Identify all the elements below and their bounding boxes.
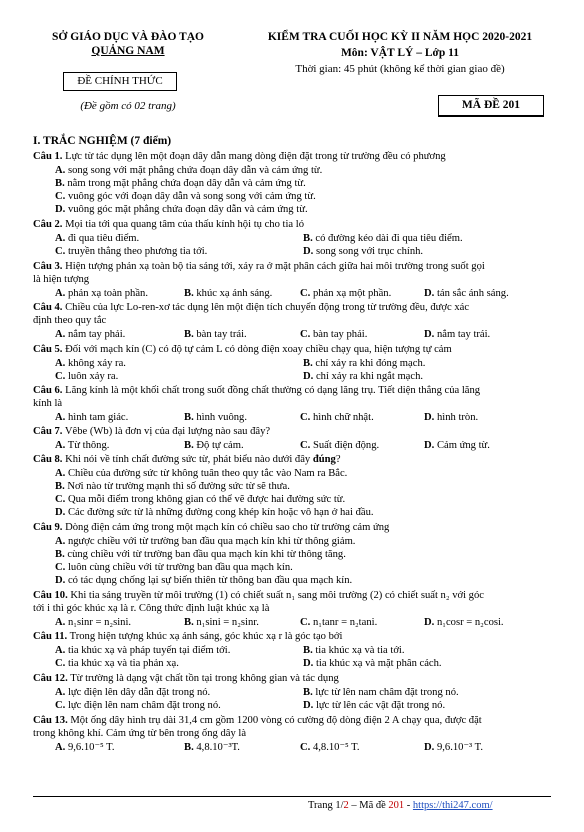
question-number: Câu 10. xyxy=(33,590,68,601)
option-letter: D. xyxy=(424,617,435,628)
option-letter: A. xyxy=(55,165,66,176)
pages-note: (Đề gồm có 02 trang) xyxy=(80,100,176,112)
answer-option: D. nắm tay trái. xyxy=(424,329,491,340)
option-letter: D. xyxy=(424,440,435,451)
question-number: Câu 6. xyxy=(33,385,63,396)
question-text: Lực từ tác dụng lên một đoạn dây dẫn mang dòng điện đặt trong từ trường đều có phương xyxy=(65,151,446,162)
answer-option: A. hình tam giác. xyxy=(55,412,129,423)
question-emphasis: đúng xyxy=(312,454,336,465)
option-letter: D. xyxy=(424,329,435,340)
footer-rule xyxy=(33,796,551,797)
option-letter: C. xyxy=(55,658,66,669)
option-letter: C. xyxy=(300,288,311,299)
question-number: Câu 13. xyxy=(33,715,68,726)
subject-line: Môn: VẬT LÝ – Lớp 11 xyxy=(340,47,460,59)
question-stem xyxy=(33,425,553,438)
option-letter: A. xyxy=(55,288,66,299)
answer-option: A. lực điện lên dây dẫn đặt trong nó. xyxy=(55,687,211,698)
question-number: Câu 2. xyxy=(33,219,63,230)
question-text-cont: trong không khí. Cảm ứng từ bên trong ống dây là xyxy=(33,728,247,739)
answer-option: C. luôn cùng chiều với từ trường ban đầu qua mạch kín. xyxy=(55,562,293,573)
answer-option: C. n₁tanr = n₂tani. xyxy=(300,617,378,628)
option-letter: D. xyxy=(303,658,314,669)
option-letter: A. xyxy=(55,742,66,753)
answer-option: D. Cảm ứng từ. xyxy=(424,440,490,451)
answer-option: C. phản xạ một phần. xyxy=(300,288,392,299)
question-stem xyxy=(33,453,553,466)
question-number: Câu 5. xyxy=(33,344,63,355)
question-text: Mọi tia tới qua quang tâm của thấu kính hội tụ cho tia ló xyxy=(65,219,305,230)
answer-option: C. luôn xảy ra. xyxy=(55,371,119,382)
answer-option: B. có đường kéo dài đi qua tiêu điểm. xyxy=(303,233,463,244)
answer-option: B. khúc xạ ánh sáng. xyxy=(184,288,273,299)
answer-option: B. hình vuông. xyxy=(184,412,247,423)
answer-option: D. tán sắc ánh sáng. xyxy=(424,288,509,299)
question-text-cont: định theo quy tắc xyxy=(33,315,107,326)
answer-option: A. tia khúc xạ và pháp tuyến tại điểm tới. xyxy=(55,645,231,656)
section-title: I. TRẮC NGHIỆM (7 điểm) xyxy=(33,135,172,147)
answer-option: C. Suất điện động. xyxy=(300,440,380,451)
answer-option: B. n₁sini = n₂sinr. xyxy=(184,617,259,628)
question-number: Câu 12. xyxy=(33,673,68,684)
answer-option: C. lực điện lên nam châm đặt trong nó. xyxy=(55,700,221,711)
option-letter: B. xyxy=(184,329,194,340)
option-letter: A. xyxy=(55,617,66,628)
question-stem xyxy=(33,589,553,615)
question-stem xyxy=(33,301,553,327)
question-number: Câu 3. xyxy=(33,261,63,272)
option-letter: A. xyxy=(55,329,66,340)
option-letter: B. xyxy=(184,412,194,423)
question-stem xyxy=(33,672,553,685)
answer-option: A. song song với mặt phẳng chứa đoạn dây dẫn và cảm ứng từ. xyxy=(55,165,323,176)
answer-option: D. n₁cosr = n₂cosi. xyxy=(424,617,504,628)
answer-option: B. chỉ xảy ra khi đóng mạch. xyxy=(303,358,426,369)
answer-option: A. Chiều của đường sức từ không tuân theo quy tắc vào Nam ra Bắc. xyxy=(55,468,348,479)
option-letter: B. xyxy=(55,549,65,560)
option-letter: C. xyxy=(300,412,311,423)
option-letter: B. xyxy=(303,645,313,656)
question-stem xyxy=(33,714,553,740)
question-text-cont: là hiện tượng xyxy=(33,274,90,285)
option-letter: C. xyxy=(55,562,66,573)
option-letter: D. xyxy=(55,204,66,215)
answer-option: B. Độ tự cảm. xyxy=(184,440,244,451)
option-letter: C. xyxy=(55,246,66,257)
answer-option: D. Các đường sức từ là những đường cong khép kín hoặc vô hạn ở hai đầu. xyxy=(55,507,374,518)
answer-option: A. Từ thông. xyxy=(55,440,110,451)
question-text: Trong hiện tượng khúc xạ ánh sáng, góc khúc xạ r là góc tạo bởi xyxy=(69,631,343,642)
option-letter: A. xyxy=(55,645,66,656)
question-stem xyxy=(33,218,553,231)
answer-option: B. lực từ lên nam châm đặt trong nó. xyxy=(303,687,459,698)
question-number: Câu 11. xyxy=(33,631,68,642)
question-text: Khi tia sáng truyền từ môi trường (1) có chiết suất n₁ sang môi trường (2) có chiết suất n₂ với góc xyxy=(70,590,484,601)
question-stem xyxy=(33,630,553,643)
answer-option: C. Qua mỗi điểm trong không gian có thể vẽ được hai đường sức từ. xyxy=(55,494,346,505)
option-letter: D. xyxy=(303,700,314,711)
answer-option: C. truyền thẳng theo phương tia tới. xyxy=(55,246,208,257)
answer-option: B. bàn tay trái. xyxy=(184,329,247,340)
time-line: Thời gian: 45 phút (không kể thời gian giao đề) xyxy=(295,63,505,75)
option-letter: A. xyxy=(55,687,66,698)
question-tail: ? xyxy=(335,454,341,465)
option-letter: B. xyxy=(184,440,194,451)
option-letter: C. xyxy=(55,700,66,711)
answer-option: A. ngược chiều với từ trường ban đầu qua mạch kín khi từ thông giảm. xyxy=(55,536,356,547)
option-letter: C. xyxy=(55,371,66,382)
answer-option: A. phản xạ toàn phần. xyxy=(55,288,148,299)
province-name: QUẢNG NAM xyxy=(91,45,165,57)
exam-title: KIỂM TRA CUỐI HỌC KỲ II NĂM HỌC 2020-2021 xyxy=(267,31,533,43)
option-letter: A. xyxy=(55,440,66,451)
answer-option: B. tia khúc xạ và tia tới. xyxy=(303,645,405,656)
page-footer xyxy=(308,800,493,811)
option-letter: C. xyxy=(300,617,311,628)
answer-option: D. tia khúc xạ và mặt phân cách. xyxy=(303,658,442,669)
question-text: Vêbe (Wb) là đơn vị của đại lượng nào sau đây? xyxy=(64,426,271,437)
answer-option: D. chỉ xảy ra khi ngắt mạch. xyxy=(303,371,424,382)
question-text: Chiều của lực Lo-ren-xơ tác dụng lên một điện tích chuyển động trong từ trường đều, được xác xyxy=(65,302,470,313)
question-stem xyxy=(33,343,553,356)
answer-option: B. nằm trong mặt phẳng chứa đoạn dây dẫn và cảm ứng từ. xyxy=(55,178,306,189)
question-text-cont: tới i thì góc khúc xạ là r. Công thức định luật khúc xạ là xyxy=(33,603,270,614)
question-stem xyxy=(33,521,553,534)
question-number: Câu 8. xyxy=(33,454,63,465)
footer-code: 201 xyxy=(388,800,405,811)
option-letter: B. xyxy=(184,742,194,753)
question-text-cont: kính là xyxy=(33,398,63,409)
answer-option: C. vuông góc với đoạn dây dẫn và song song với cảm ứng từ. xyxy=(55,191,316,202)
question-number: Câu 4. xyxy=(33,302,63,313)
question-text: Lăng kính là một khối chất trong suốt đồng chất thường có dạng lăng trụ. Tiết diện thẳng của lăng xyxy=(65,385,481,396)
website-link[interactable]: https://thi247.com/ xyxy=(412,800,493,811)
answer-option: C. bàn tay phải. xyxy=(300,329,368,340)
question-stem xyxy=(33,384,553,410)
question-text: Dòng điện cảm ứng trong một mạch kín có chiều sao cho từ trường cảm ứng xyxy=(65,522,390,533)
option-letter: D. xyxy=(424,288,435,299)
option-letter: B. xyxy=(303,233,313,244)
page-label: Trang 1/ xyxy=(308,800,344,811)
option-letter: B. xyxy=(184,617,194,628)
question-text: Đối với mạch kín (C) có độ tự cảm L có dòng điện xoay chiều chạy qua, hiện tượng tự cảm xyxy=(65,344,452,355)
answer-option: B. cùng chiều với từ trường ban đầu qua mạch kín khi từ thông tăng. xyxy=(55,549,346,560)
answer-option: A. 9,6.10⁻⁵ T. xyxy=(55,742,115,753)
option-letter: A. xyxy=(55,412,66,423)
answer-option: B. Nơi nào từ trường mạnh thì số đường sức từ sẽ thưa. xyxy=(55,481,290,492)
code-separator: – Mã đề xyxy=(348,800,389,811)
answer-option: C. 4,8.10⁻⁵ T. xyxy=(300,742,360,753)
option-letter: C. xyxy=(55,191,66,202)
option-letter: D. xyxy=(424,742,435,753)
answer-option: D. lực từ lên các vật đặt trong nó. xyxy=(303,700,446,711)
option-letter: B. xyxy=(55,481,65,492)
question-number: Câu 9. xyxy=(33,522,63,533)
option-letter: B. xyxy=(184,288,194,299)
answer-option: D. vuông góc mặt phẳng chứa đoạn dây dẫn và cảm ứng từ. xyxy=(55,204,308,215)
answer-option: D. 9,6.10⁻³ T. xyxy=(424,742,484,753)
option-letter: A. xyxy=(55,233,66,244)
answer-option: A. đi qua tiêu điểm. xyxy=(55,233,140,244)
department-name: SỞ GIÁO DỤC VÀ ĐÀO TẠO xyxy=(52,31,204,43)
answer-option: A. không xảy ra. xyxy=(55,358,126,369)
option-letter: D. xyxy=(55,575,66,586)
option-letter: C. xyxy=(300,329,311,340)
option-letter: C. xyxy=(300,440,311,451)
option-letter: D. xyxy=(303,371,314,382)
option-letter: C. xyxy=(300,742,311,753)
question-text: Khi nói về tính chất đường sức từ, phát biểu nào dưới đây xyxy=(65,454,313,465)
option-letter: A. xyxy=(55,358,66,369)
answer-option: D. hình tròn. xyxy=(424,412,479,423)
official-exam-box: ĐỀ CHÍNH THỨC xyxy=(63,72,177,91)
option-letter: B. xyxy=(303,358,313,369)
option-letter: B. xyxy=(55,178,65,189)
option-letter: A. xyxy=(55,536,66,547)
question-text: Từ trường là dạng vật chất tồn tại trong không gian và tác dụng xyxy=(70,673,339,684)
option-letter: D. xyxy=(303,246,314,257)
option-letter: D. xyxy=(55,507,66,518)
answer-option: D. có tác dụng chống lại sự biến thiên từ thông ban đầu qua mạch kín. xyxy=(55,575,353,586)
option-letter: D. xyxy=(424,412,435,423)
question-number: Câu 7. xyxy=(33,426,63,437)
page-total: 2 xyxy=(343,800,349,811)
option-letter: A. xyxy=(55,468,66,479)
answer-option: A. n₁sinr = n₂sini. xyxy=(55,617,132,628)
question-text: Hiện tượng phản xạ toàn bộ tia sáng tới, xảy ra ở mặt phân cách giữa hai môi trường trong suốt gọi xyxy=(65,261,485,272)
link-separator: - xyxy=(404,800,413,811)
answer-option: B. 4,8.10⁻³T. xyxy=(184,742,240,753)
question-stem xyxy=(33,150,553,163)
answer-option: D. song song với trục chính. xyxy=(303,246,424,257)
question-number: Câu 1. xyxy=(33,151,63,162)
answer-option: A. nắm tay phải. xyxy=(55,329,126,340)
option-letter: B. xyxy=(303,687,313,698)
answer-option: C. hình chữ nhật. xyxy=(300,412,374,423)
question-stem xyxy=(33,260,553,286)
question-text: Một ống dây hình trụ dài 31,4 cm gồm 1200 vòng có cường độ dòng điện 2 A chạy qua, được đặt xyxy=(70,715,482,726)
exam-code-box: MÃ ĐỀ 201 xyxy=(438,95,544,117)
option-letter: C. xyxy=(55,494,66,505)
answer-option: C. tia khúc xạ và tia phản xạ. xyxy=(55,658,179,669)
